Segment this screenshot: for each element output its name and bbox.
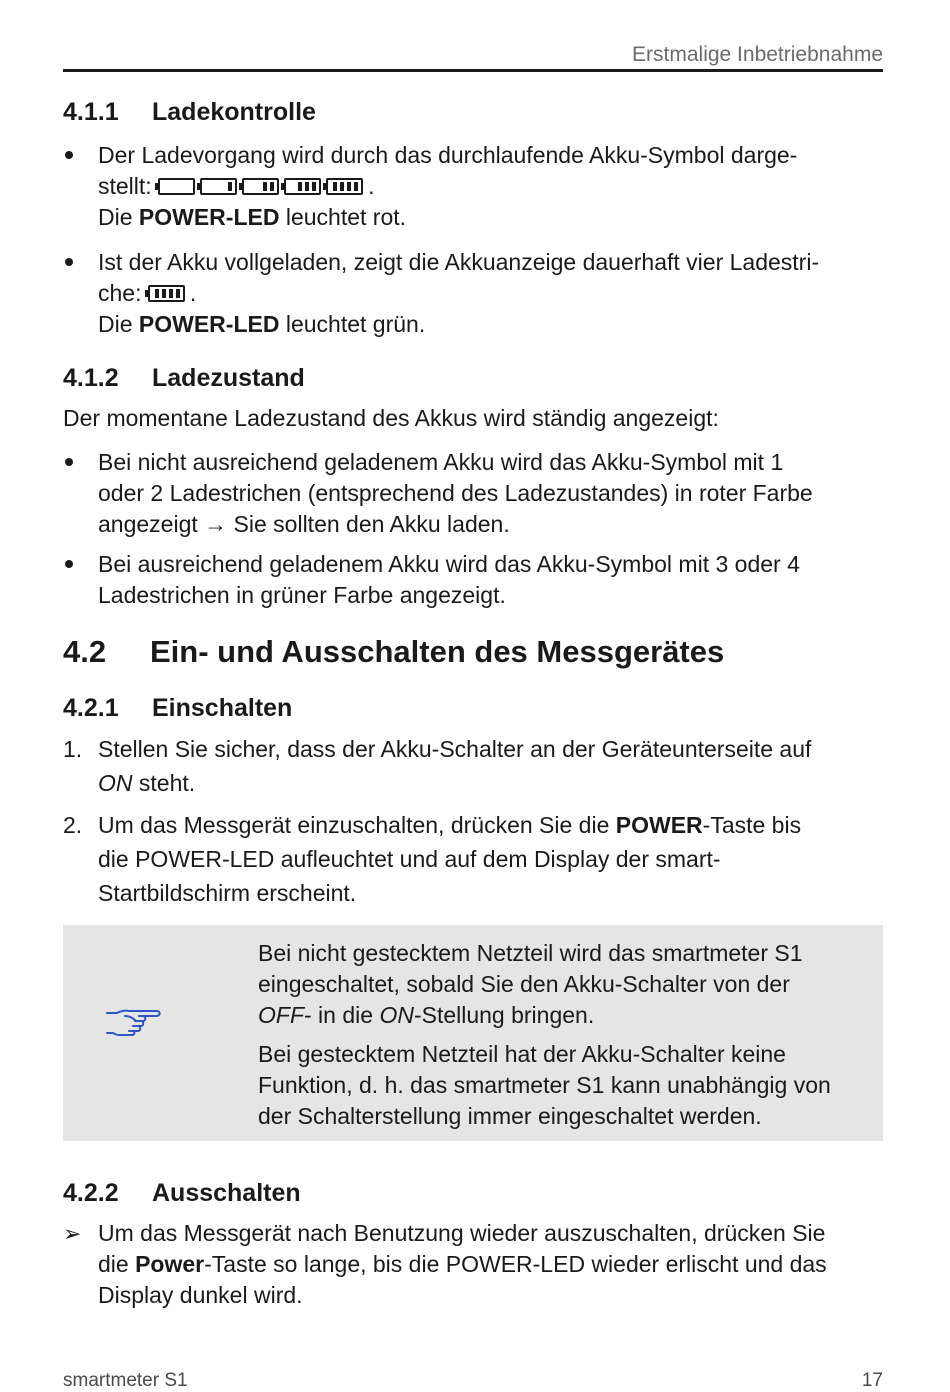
power-led-label: POWER-LED: [138, 204, 280, 230]
section-number: 4.1.1: [63, 98, 119, 126]
header-rule: [63, 69, 883, 72]
arrow-bullet-icon: ➢: [63, 1221, 82, 1246]
power-key-label: Power: [135, 1251, 205, 1277]
page-number: 17: [861, 1370, 883, 1391]
section-number: 4.1.2: [63, 364, 119, 392]
bullet-icon: [65, 151, 73, 159]
battery-sequence: [148, 280, 190, 306]
step-number: 1.: [63, 736, 83, 762]
section-number: 4.2.2: [63, 1179, 119, 1207]
heading-4-2-1: [63, 694, 292, 723]
battery-0-bars-icon: [158, 178, 195, 195]
footer-product: smartmeter S1: [63, 1370, 188, 1391]
power-key-label: POWER: [615, 812, 703, 838]
heading-4-1-1: [63, 98, 316, 127]
battery-4-bars-icon: [326, 178, 363, 195]
heading-4-2-2: [63, 1179, 301, 1208]
heading-4-1-2: [63, 364, 305, 393]
section-title: Einschalten: [152, 694, 293, 722]
battery-3-bars-icon: [284, 178, 321, 195]
list-item: Bei nicht ausreichend geladenem Akku wird das Akku-Symbol mit 1 oder 2 Ladestrichen (entsprechend des Ladezustandes) in roter Farbe angezeigt → Sie sollten den Akku laden.: [63, 447, 883, 540]
list-item: Bei ausreichend geladenem Akku wird das Akku-Symbol mit 3 oder 4 Ladestrichen in grüner Farbe angezeigt.: [63, 549, 883, 611]
arrow-right-icon: →: [204, 511, 228, 537]
battery-2-bars-icon: [242, 178, 279, 195]
battery-4-bars-icon: [148, 285, 185, 302]
section-title: Ladekontrolle: [152, 98, 316, 126]
numbered-step: 2. Um das Messgerät einzuschalten, drücken Sie die POWER-Taste bis die POWER-LED aufleuchtet und auf dem Display der smart- Startbildschirm erscheint.: [63, 808, 883, 910]
battery-1-bar-icon: [200, 178, 237, 195]
intro-paragraph: Der momentane Ladezustand des Akkus wird ständig angezeigt:: [63, 405, 719, 431]
heading-4-2: [63, 634, 724, 670]
bullet-icon: [65, 258, 73, 266]
battery-sequence: [158, 173, 368, 199]
section-title: Ein- und Ausschalten des Messgerätes: [150, 634, 725, 669]
note-text: Bei nicht gestecktem Netzteil wird das smartmeter S1 eingeschaltet, sobald Sie den Akku-Schalter von der OFF- in die ON-Stellung bringen. Bei gestecktem Netzteil hat der Akku-Schalter keine Funktion, d. h. das smartmeter S1 kann unabhängig von der Schalterstellung immer eingeschaltet werden.: [258, 940, 831, 1129]
list-item: Ist der Akku vollgeladen, zeigt die Akkuanzeige dauerhaft vier Ladestri- che: . Die POWER-LED leuchtet grün.: [63, 247, 883, 340]
battery-animation-line: stellt: .: [98, 173, 375, 199]
power-led-label: POWER-LED: [138, 311, 280, 337]
section-number: 4.2: [63, 634, 107, 669]
pointing-hand-icon: [103, 1007, 163, 1041]
bullet-icon: [65, 458, 73, 466]
bullet-icon: [65, 560, 73, 568]
note-box: [63, 925, 883, 1141]
section-title: Ausschalten: [152, 1179, 301, 1207]
list-item: ➢ Um das Messgerät nach Benutzung wieder auszuschalten, drücken Sie die Power-Taste so lange, bis die POWER-LED wieder erlischt und das Display dunkel wird.: [63, 1220, 827, 1308]
list-item: Der Ladevorgang wird durch das durchlaufende Akku-Symbol darge- stellt: . Die POWER-LED leuchtet rot.: [63, 140, 883, 233]
step-number: 2.: [63, 812, 83, 838]
section-title: Ladezustand: [152, 364, 305, 392]
section-number: 4.2.1: [63, 694, 119, 722]
running-header: Erstmalige Inbetriebnahme: [632, 43, 883, 66]
numbered-step: 1. Stellen Sie sicher, dass der Akku-Schalter an der Geräteunterseite auf ON steht.: [63, 732, 883, 800]
